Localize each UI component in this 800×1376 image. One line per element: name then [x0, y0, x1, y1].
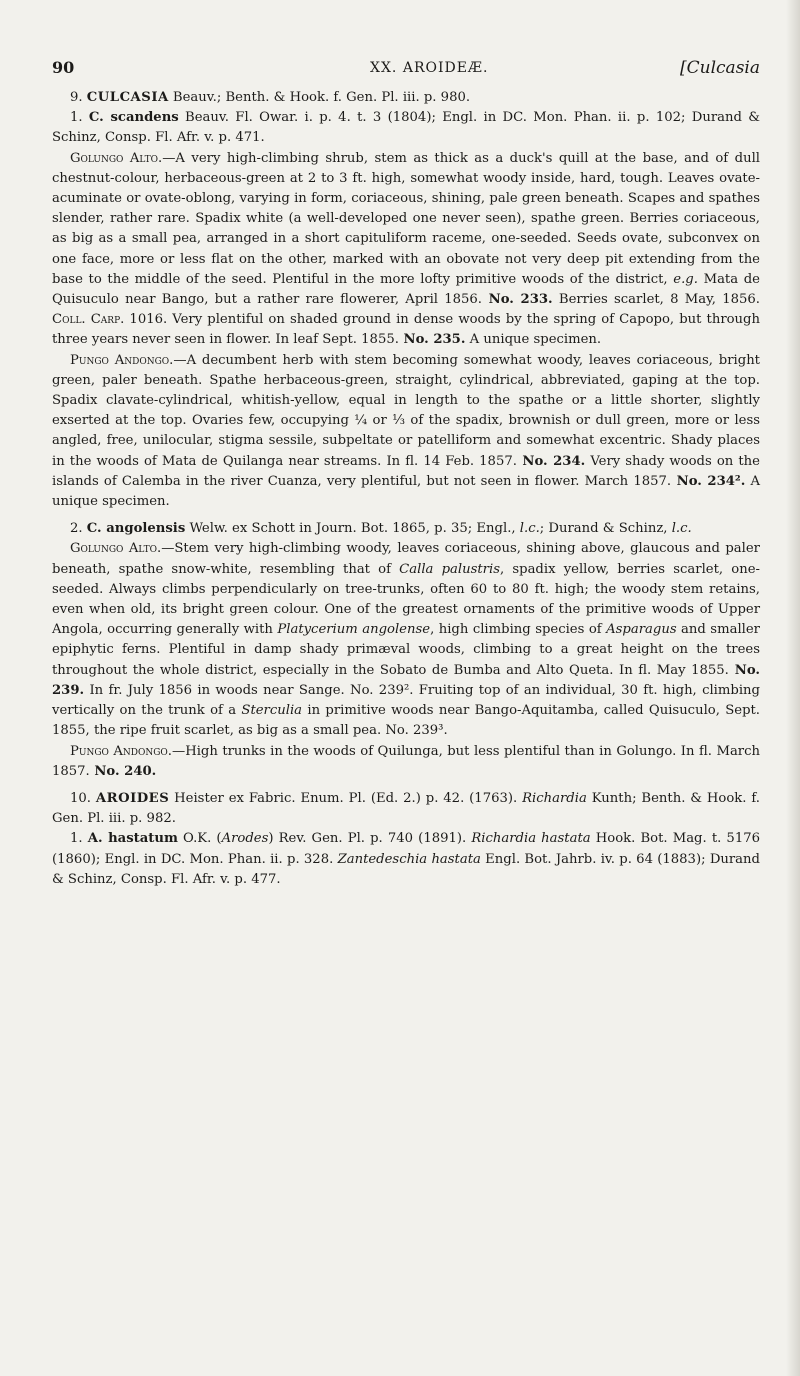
page-header — [52, 58, 766, 84]
locality-label: Pungo Andongo. — [70, 352, 174, 368]
locality-label: Golungo Alto. — [70, 150, 163, 166]
collection-reference: Coll. Carp. 1016. — [52, 312, 168, 328]
specimen-number: No. 233. — [482, 292, 553, 308]
locality-label: Golungo Alto. — [70, 541, 162, 557]
specimen-number: No. 234. — [516, 453, 586, 469]
genus-10-heading: 10. AROIDES Heister ex Fabric. Enum. Pl. (Ed. 2.) p. 42. (1763). Richardia Kunth; Benth. & Hook. f. Gen. Pl. iii. p. 982. — [52, 790, 760, 827]
running-title: XX. AROIDEÆ. — [370, 60, 489, 76]
page-edge-shadow — [786, 0, 800, 1376]
species-name: C. angolensis — [86, 521, 186, 537]
genus-9-heading: 9. CULCASIA Beauv.; Benth. & Hook. f. Gen. Pl. iii. p. 980. — [70, 90, 471, 105]
species-name: C. scandens — [88, 110, 179, 126]
specimen-number: No. 240. — [89, 763, 157, 779]
species-1-pungo-paragraph: Pungo Andongo.—A decumbent herb with stem becoming somewhat woody, leaves coriaceous, bright green, paler beneath. Spathe herbaceous-green, straight, cylindrical, abbreviated, gaping at the top. Spadix clavate-cylindrical, whitish-yellow, equal in length to the spathe or a little shorter, slightly exserted at the top. Ovaries few, occupying ¼ or ⅓ of the spadix, brownish or dull green, more or less angled, free, unilocular, stigma sessile, subpeltate or patelliform and somewhat excentric. Shady places in the woods of Mata de Quilanga near streams. In fl. 14 Feb. 1857. No. 234. Very shady woods on the islands of Calemba in the river Cuanza, very plentiful, but not seen in flower. March 1857. No. 234². A unique specimen. — [52, 352, 760, 510]
species-name: A. hastatum — [87, 831, 178, 847]
specimen-number: No. 239. — [52, 662, 760, 698]
genus-10-species-1-heading: 1. A. hastatum O.K. (Arodes) Rev. Gen. Pl. p. 740 (1891). Richardia hastata Hook. Bot. Mag. t. 5176 (1860); Engl. in DC. Mon. Phan. ii. p. 328. Zantedeschia hastata Engl. Bot. Jahrb. iv. p. 64 (1883); Durand & Schinz, Consp. Fl. Afr. v. p. 477. — [52, 831, 760, 887]
running-genus: [Culcasia — [680, 58, 760, 78]
page-number: 90 — [52, 58, 75, 77]
genus-name: CULCASIA — [86, 90, 169, 105]
spacer — [52, 512, 760, 519]
specimen-number: No. 235. — [398, 332, 466, 348]
species-2-heading: 2. C. angolensis Welw. ex Schott in Journ. Bot. 1865, p. 35; Engl., l.c.; Durand & Schinz, l.c. — [70, 521, 692, 537]
species-2-pungo-paragraph: Pungo Andongo.—High trunks in the woods of Quilunga, but less plentiful than in Golungo. In fl. March 1857. No. 240. — [52, 743, 760, 779]
specimen-number: No. 234². — [671, 473, 746, 489]
spacer — [52, 782, 760, 789]
genus-name: AROIDES — [95, 790, 170, 806]
species-1-heading: 1. C. scandens Beauv. Fl. Owar. i. p. 4. t. 3 (1804); Engl. in DC. Mon. Phan. ii. p. 102; Durand & Schinz, Consp. Fl. Afr. v. p. 471. — [52, 110, 760, 146]
species-2-golungo-paragraph: Golungo Alto.—Stem very high-climbing woody, leaves coriaceous, shining above, glaucous and paler beneath, spathe snow-white, resembling that of Calla palustris, spadix yellow, berries scarlet, one-seeded. Always climbs perpendicularly on tree-trunks, often 60 to 80 ft. high; the woody stem retains, even when old, its bright green colour. One of the greatest ornaments of the primitive woods of Upper Angola, occurring generally with Platycerium angolense, high climbing species of Asparagus and smaller epiphytic ferns. Plentiful in damp shady primæval woods, climbing to a great height on the trees throughout the whole district, especially in the Sobato de Bumba and Alto Queta. In fl. May 1855. No. 239. In fr. July 1856 in woods near Sange. No. 239². Fruiting top of an individual, 30 ft. high, climbing vertically on the trunk of a Sterculia in primitive woods near Bango-Aquitamba, called Quisuculo, Sept. 1855, the ripe fruit scarlet, as big as a small pea. No. 239³. — [52, 541, 761, 739]
species-1-golungo-paragraph: Golungo Alto.—A very high-climbing shrub, stem as thick as a duck's quill at the base, and of dull chestnut-colour, herbaceous-green at 2 to 3 ft. high, somewhat woody inside, hard, tough. Leaves ovate-acuminate or ovate-oblong, varying in form, coriaceous, shining, pale green beneath. Scapes and spathes slender, rather rare. Spadix white (a well-developed one never seen), spathe green. Berries coriaceous, as big as a small pea, arranged in a short capituliform raceme, one-seeded. Seeds ovate, subconvex on one face, more or less flat on the other, marked with an obovate not very deep pit extending from the base to the middle of the seed. Plentiful in the more lofty primitive woods of the district, e.g. Mata de Quisuculo near Bango, but a rather rare flowerer, April 1856. No. 233. Berries scarlet, 8 May, 1856. Coll. Carp. 1016. Very plentiful on shaded ground in dense woods by the spring of Capopo, but through three years never seen in flower. In leaf Sept. 1855. No. 235. A unique specimen. — [52, 150, 760, 348]
main-text — [52, 88, 760, 890]
locality-label: Pungo Andongo. — [70, 743, 173, 759]
